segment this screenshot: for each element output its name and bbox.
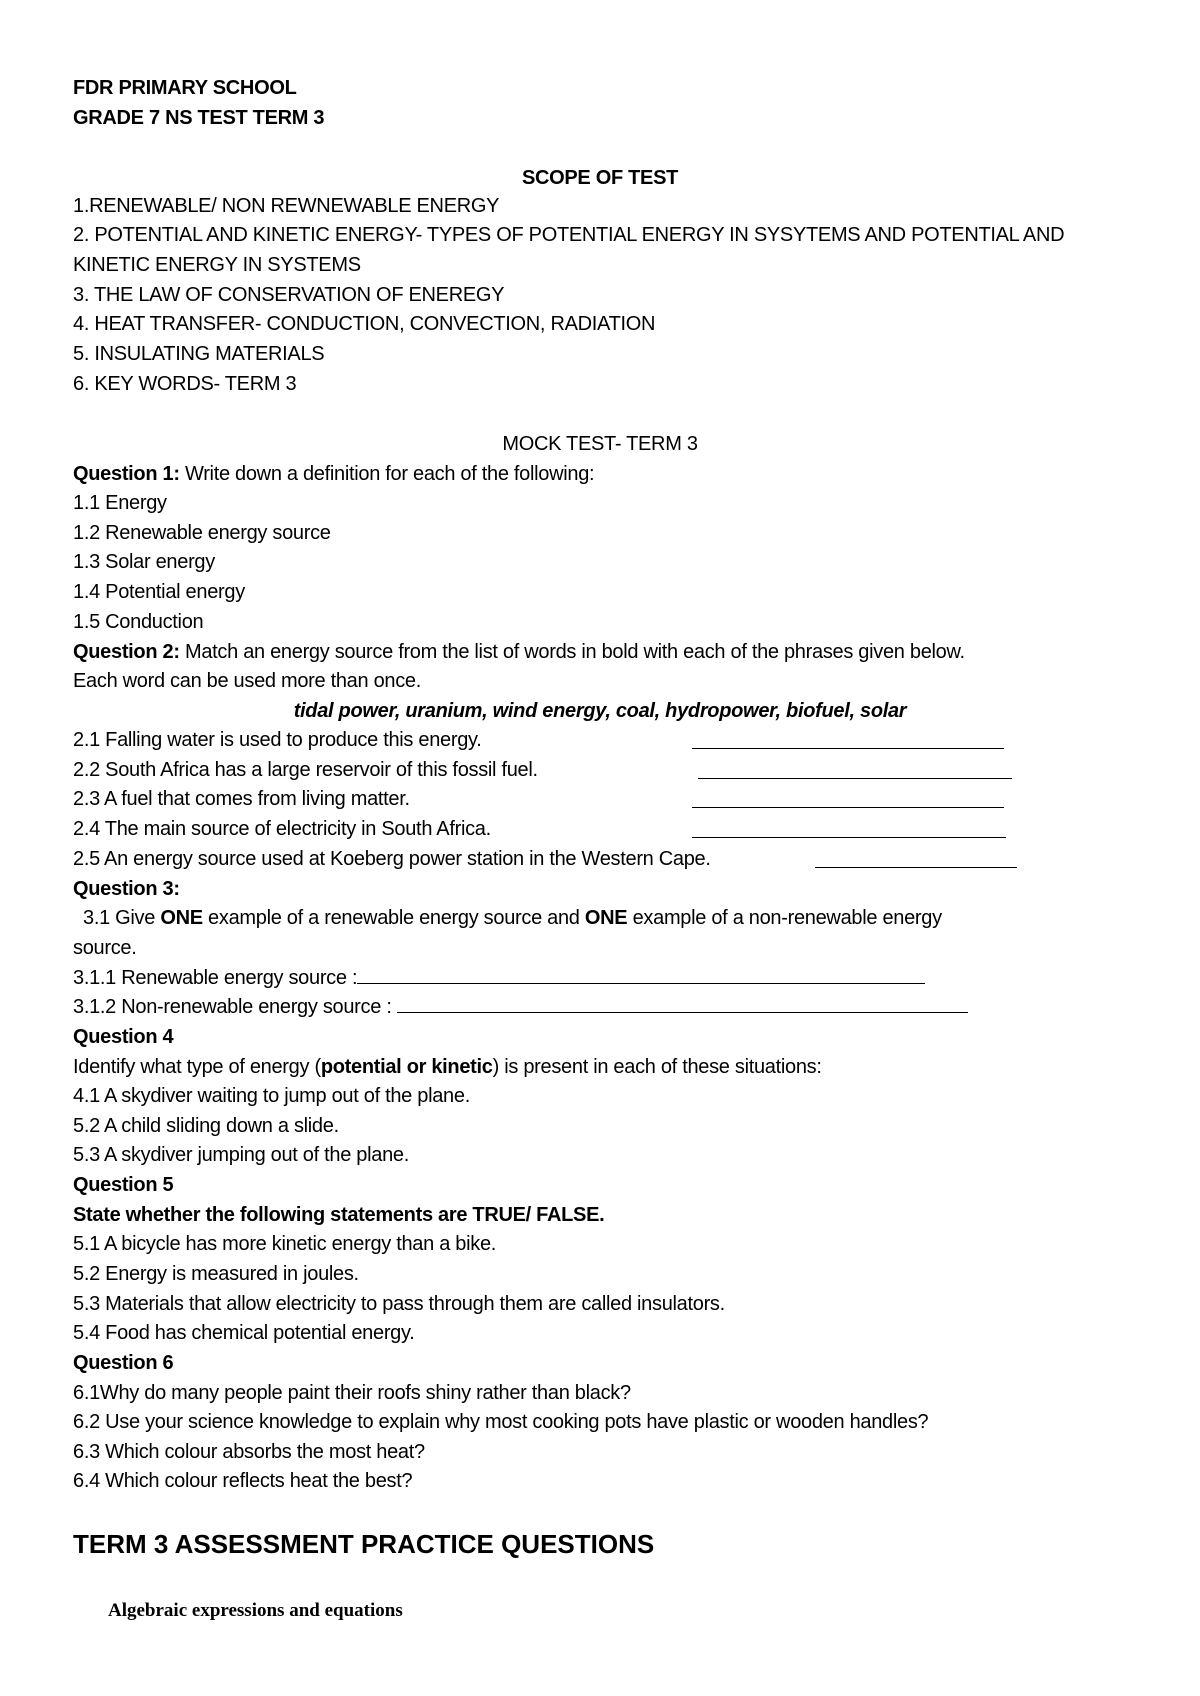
assessment-subtitle: Algebraic expressions and equations <box>108 1600 403 1621</box>
q2-item-text: 2.4 The main source of electricity in South Africa. <box>73 818 491 840</box>
q4-item: 5.3 A skydiver jumping out of the plane. <box>73 1144 409 1166</box>
q2-item <box>73 846 711 872</box>
q1-item: 1.4 Potential energy <box>73 581 245 603</box>
q6-item: 6.2 Use your science knowledge to explain why most cooking pots have plastic or wooden handles? <box>73 1411 929 1433</box>
q6-item: 6.4 Which colour reflects heat the best? <box>73 1470 413 1492</box>
scope-title: SCOPE OF TEST <box>521 167 679 189</box>
q3-text: example of a renewable energy source and <box>202 907 585 929</box>
q5-item: 5.3 Materials that allow electricity to pass through them are called insulators. <box>73 1293 725 1315</box>
q1-item: 1.1 Energy <box>73 492 167 514</box>
scope-item: 6. KEY WORDS- TERM 3 <box>73 373 297 395</box>
question-text: Write down a definition for each of the following: <box>179 463 595 485</box>
question-6-label: Question 6 <box>73 1352 174 1374</box>
question-5-label: Question 5 <box>73 1174 174 1196</box>
q2-item-text: 2.2 South Africa has a large reservoir of this fossil fuel. <box>73 759 538 781</box>
answer-blank[interactable] <box>397 994 968 1013</box>
q2-item-text: 2.5 An energy source used at Koeberg power station in the Western Cape. <box>73 848 711 870</box>
question-label: Question 2: <box>73 641 180 663</box>
q1-item: 1.3 Solar energy <box>73 551 215 573</box>
q1-item: 1.5 Conduction <box>73 611 204 633</box>
q1-item: 1.2 Renewable energy source <box>73 522 331 544</box>
scope-item: KINETIC ENERGY IN SYSTEMS <box>73 254 361 276</box>
q4-item: 5.2 A child sliding down a slide. <box>73 1115 339 1137</box>
q4-text: ) is present in each of these situations: <box>492 1056 822 1078</box>
q3-item <box>83 905 942 931</box>
answer-blank[interactable] <box>692 819 1006 838</box>
scope-item: 5. INSULATING MATERIALS <box>73 343 325 365</box>
q3-nonrenewable-label: 3.1.2 Non-renewable energy source : <box>73 996 397 1018</box>
q4-item: 4.1 A skydiver waiting to jump out of the plane. <box>73 1085 470 1107</box>
q3-text-cont: source. <box>73 937 137 959</box>
question-text: Match an energy source from the list of words in bold with each of the phrases given below. <box>179 641 965 663</box>
q3-text: 3.1 Give <box>83 907 161 929</box>
q2-item-text: 2.3 A fuel that comes from living matter. <box>73 788 410 810</box>
q3-renewable <box>73 965 925 991</box>
q4-emphasis: potential or kinetic <box>320 1056 493 1078</box>
mock-test-title: MOCK TEST- TERM 3 <box>502 433 698 455</box>
q3-nonrenewable <box>73 994 968 1020</box>
answer-blank[interactable] <box>692 730 1004 749</box>
q3-emphasis: ONE <box>584 907 628 929</box>
scope-item: 3. THE LAW OF CONSERVATION OF ENEREGY <box>73 284 505 306</box>
q6-item: 6.1Why do many people paint their roofs shiny rather than black? <box>73 1382 631 1404</box>
q2-item <box>73 786 410 812</box>
q5-item: 5.4 Food has chemical potential energy. <box>73 1322 415 1344</box>
school-name: FDR PRIMARY SCHOOL <box>73 77 297 99</box>
answer-blank[interactable] <box>357 965 925 984</box>
q2-item <box>73 757 538 783</box>
test-title: GRADE 7 NS TEST TERM 3 <box>73 107 325 129</box>
word-list: tidal power, uranium, wind energy, coal, hydropower, biofuel, solar <box>293 700 907 722</box>
question-4-label: Question 4 <box>73 1026 174 1048</box>
q3-emphasis: ONE <box>160 907 203 929</box>
scope-item: 1.RENEWABLE/ NON REWNEWABLE ENERGY <box>73 195 500 217</box>
q2-item <box>73 816 491 842</box>
question-2 <box>73 639 965 665</box>
q3-renewable-label: 3.1.1 Renewable energy source : <box>73 967 358 989</box>
assessment-title: TERM 3 ASSESSMENT PRACTICE QUESTIONS <box>73 1529 655 1559</box>
question-label: Question 1: <box>73 463 180 485</box>
question-3-label: Question 3: <box>73 878 180 900</box>
scope-item: 4. HEAT TRANSFER- CONDUCTION, CONVECTION, RADIATION <box>73 313 656 335</box>
question-text-cont: Each word can be used more than once. <box>73 670 422 692</box>
q5-item: 5.1 A bicycle has more kinetic energy than a bike. <box>73 1233 497 1255</box>
q3-text: example of a non-renewable energy <box>627 907 942 929</box>
answer-blank[interactable] <box>692 789 1004 808</box>
q4-intro <box>73 1054 822 1080</box>
q6-item: 6.3 Which colour absorbs the most heat? <box>73 1441 425 1463</box>
q4-text: Identify what type of energy ( <box>73 1056 321 1078</box>
answer-blank[interactable] <box>698 760 1012 779</box>
q2-item-text: 2.1 Falling water is used to produce this energy. <box>73 729 482 751</box>
answer-blank[interactable] <box>815 849 1017 868</box>
question-1 <box>73 461 594 487</box>
q2-item <box>73 727 482 753</box>
q5-item: 5.2 Energy is measured in joules. <box>73 1263 359 1285</box>
q5-instruction: State whether the following statements are TRUE/ FALSE. <box>73 1204 605 1226</box>
scope-item: 2. POTENTIAL AND KINETIC ENERGY- TYPES OF POTENTIAL ENERGY IN SYSYTEMS AND POTENTIAL AND <box>73 224 1065 246</box>
